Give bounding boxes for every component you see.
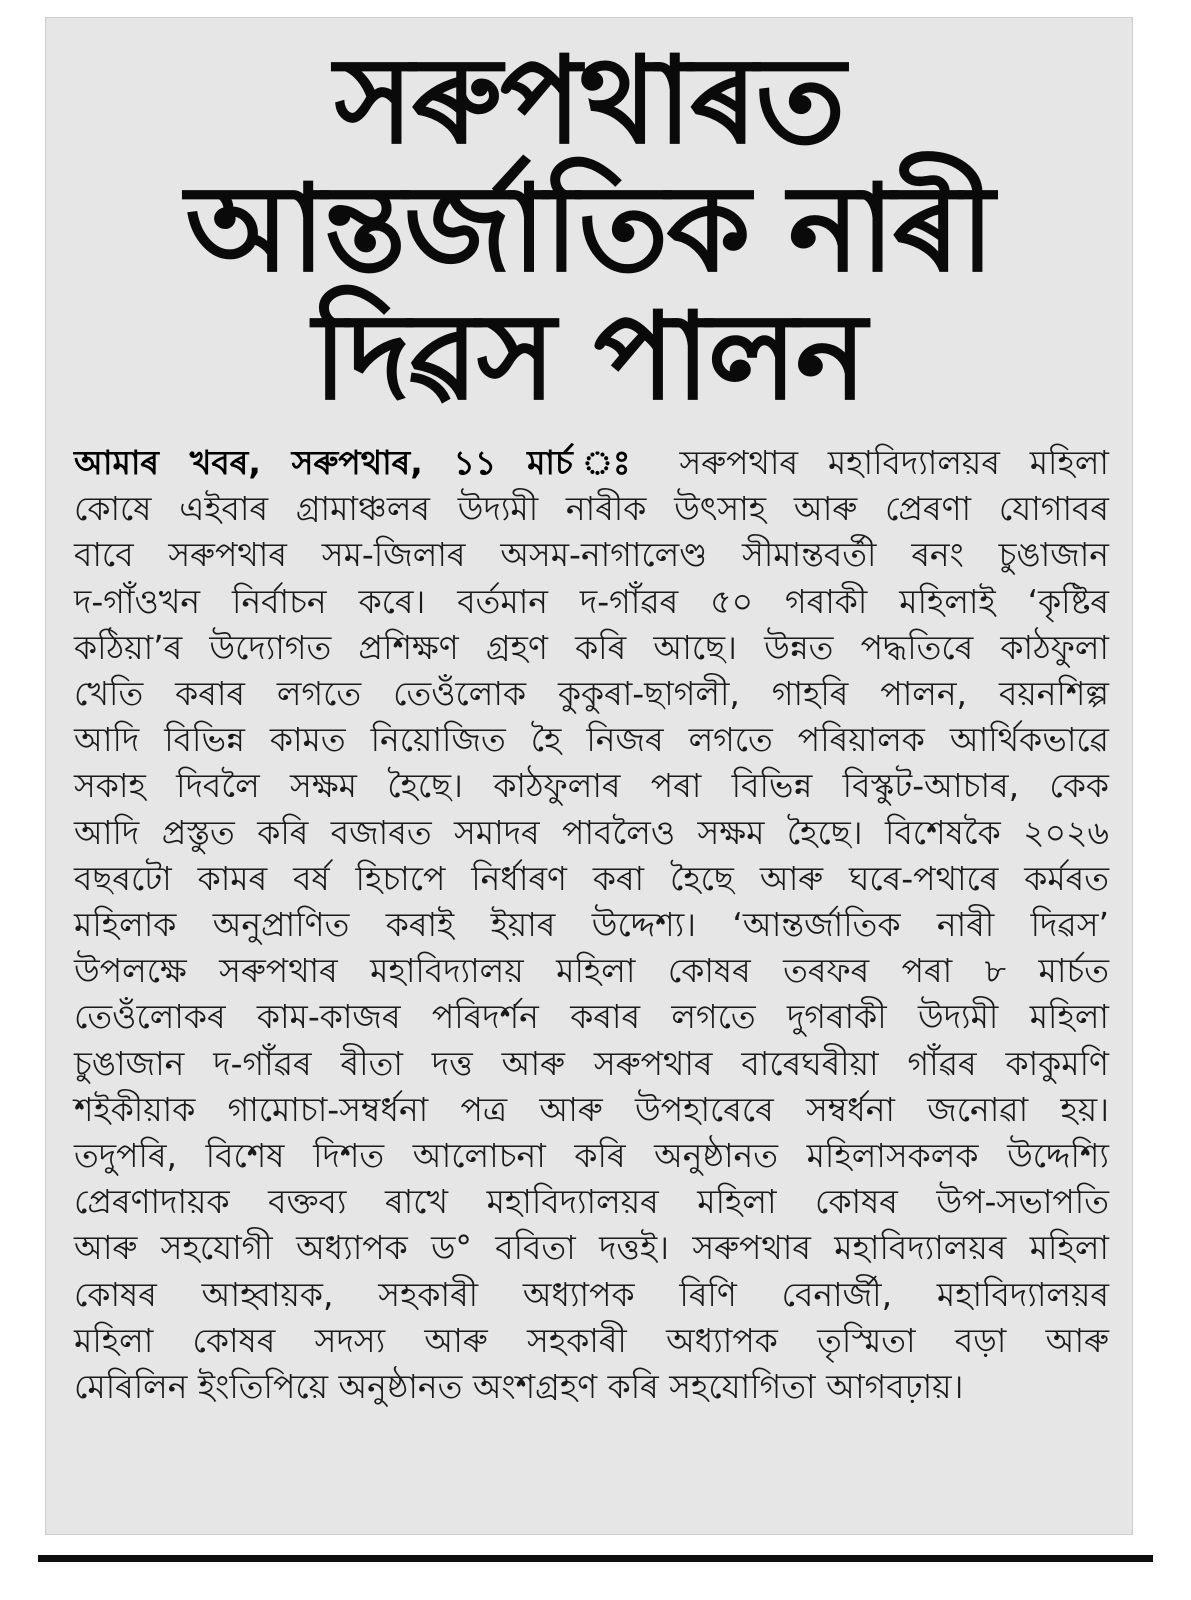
article-line-last: মেৰিলিন ইংতিপিয়ে অনুষ্ঠানত অংশগ্ৰহণ কৰি সহযোগিতা আগবঢ়ায়। (74, 1367, 964, 1407)
dateline: আমাৰ খবৰ, সৰুপথাৰ, ১১ মাৰ্চ ঃ (74, 443, 650, 482)
article-line: আৰু সহযোগী অধ্যাপক ড° ববিতা দত্তই। সৰুপথাৰ মহাবিদ্যালয়ৰ মহিলা (74, 1228, 1109, 1268)
bottom-rule (38, 1555, 1153, 1562)
article-line: তেওঁলোকৰ কাম-কাজৰ পৰিদৰ্শন কৰাৰ লগতে দুগৰাকী উদ্যমী মহিলা (74, 997, 1109, 1037)
article-line: কঠিয়া’ৰ উদ্যোগত প্ৰশিক্ষণ গ্ৰহণ কৰি আছে। উন্নত পদ্ধতিৰে কাঠফুলা (74, 627, 1109, 667)
headline-line-3: দিৱস পালন (313, 288, 865, 427)
article-line: খেতি কৰাৰ লগতে তেওঁলোক কুকুৰা-ছাগলী, গাহৰি পালন, বয়নশিল্প (74, 674, 1109, 714)
article-line: বছৰটো কামৰ বৰ্ষ হিচাপে নিৰ্ধাৰণ কৰা হৈছে আৰু ঘৰে-পথাৰে কৰ্মৰত (74, 858, 1109, 898)
article-line: প্ৰেৰণাদায়ক বক্তব্য ৰাখে মহাবিদ্যালয়ৰ মহিলা কোষৰ উপ-সভাপতি (74, 1182, 1109, 1222)
article-line: সকাহ দিবলৈ সক্ষম হৈছে। কাঠফুলাৰ পৰা বিভিন্ন বিস্কুট-আচাৰ, কেক (74, 766, 1109, 806)
article-line: কোষৰ আহ্বায়ক, সহকাৰী অধ্যাপক ৰিণি বেনাৰ্জী, মহাবিদ্যালয়ৰ (74, 1274, 1109, 1314)
news-clipping (45, 17, 1133, 1535)
article-line: চুঙাজান দ-গাঁৱৰ ৰীতা দত্ত আৰু সৰুপথাৰ বাৰেঘৰীয়া গাঁৱৰ কাকুমণি (74, 1043, 1109, 1083)
article-line: উপলক্ষে সৰুপথাৰ মহাবিদ্যালয় মহিলা কোষৰ তৰফৰ পৰা ৮ মাৰ্চত (74, 951, 1109, 991)
headline-line-1: সৰুপথাৰত (334, 32, 844, 171)
headline-line-2: আন্তৰ্জাতিক নাৰী (185, 160, 993, 299)
article-line-1-text: সৰুপথাৰ মহাবিদ্যালয়ৰ মহিলা (679, 443, 1109, 482)
headline (46, 32, 1132, 427)
article-line: শইকীয়াক গামোচা-সম্বৰ্ধনা পত্ৰ আৰু উপহাৰেৰে সম্বৰ্ধনা জনোৱা হয়। (74, 1089, 1109, 1129)
article-line: আদি বিভিন্ন কামত নিয়োজিত হৈ নিজৰ লগতে পৰিয়ালক আৰ্থিকভাৱে (74, 720, 1109, 760)
article-line: মহিলাক অনুপ্ৰাণিত কৰাই ইয়াৰ উদ্দেশ্য। ‘আন্তৰ্জাতিক নাৰী দিৱস’ (74, 905, 1109, 945)
article-line: কোষে এইবাৰ গ্ৰামাঞ্চলৰ উদ্যমী নাৰীক উৎসাহ আৰু প্ৰেৰণা যোগাবৰ (74, 489, 1109, 529)
article-line: দ-গাঁওখন নিৰ্বাচন কৰে। বৰ্তমান দ-গাঁৱৰ ৫০ গৰাকী মহিলাই ‘কৃষ্টিৰ (74, 581, 1109, 621)
article-line: মহিলা কোষৰ সদস্য আৰু সহকাৰী অধ্যাপক তৃস্মিতা বড়া আৰু (74, 1320, 1109, 1360)
article-line: বাবে সৰুপথাৰ সম-জিলাৰ অসম-নাগালেণ্ড সীমান্তবৰ্তী ৰনং চুঙাজান (74, 535, 1109, 575)
article-line: আদি প্ৰস্তুত কৰি বজাৰত সমাদৰ পাবলৈও সক্ষম হৈছে। বিশেষকৈ ২০২৬ (74, 812, 1109, 852)
article-line: তদুপৰি, বিশেষ দিশত আলোচনা কৰি অনুষ্ঠানত মহিলাসকলক উদ্দেশ্যি (74, 1136, 1109, 1176)
article-line-1 (74, 440, 1109, 486)
article-body (74, 440, 1109, 1410)
